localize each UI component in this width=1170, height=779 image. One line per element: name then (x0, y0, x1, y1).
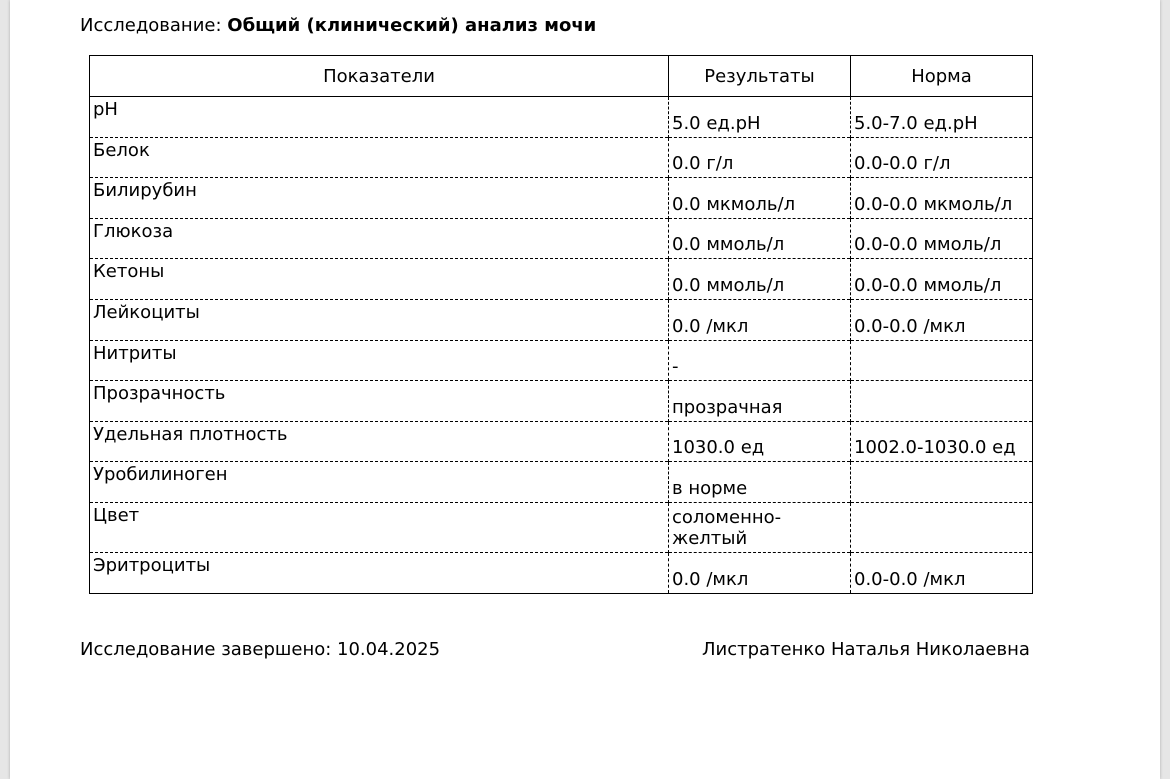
table-row (90, 137, 1033, 178)
norm-cell: 1002.0-1030.0 ед (851, 421, 1033, 462)
result-cell: 0.0 ммоль/л (669, 218, 851, 259)
table-row (90, 178, 1033, 219)
indicator-cell: Удельная плотность (90, 421, 669, 462)
indicator-cell: Билирубин (90, 178, 669, 219)
result-cell: 5.0 ед.pH (669, 97, 851, 138)
table-row (90, 299, 1033, 340)
header-indicator: Показатели (90, 56, 669, 97)
norm-cell: 0.0-0.0 ммоль/л (851, 218, 1033, 259)
table-row (90, 462, 1033, 503)
norm-cell: 5.0-7.0 ед.pH (851, 97, 1033, 138)
result-cell: 0.0 мкмоль/л (669, 178, 851, 219)
result-cell: - (669, 340, 851, 381)
indicator-cell: pH (90, 97, 669, 138)
table-row (90, 502, 1033, 552)
norm-cell: 0.0-0.0 мкмоль/л (851, 178, 1033, 219)
study-name: Общий (клинический) анализ мочи (227, 15, 597, 36)
table-row (90, 421, 1033, 462)
norm-cell: 0.0-0.0 ммоль/л (851, 259, 1033, 300)
indicator-cell: Уробилиноген (90, 462, 669, 503)
header-norm: Норма (851, 56, 1033, 97)
completion-date: Исследование завершено: 10.04.2025 (80, 639, 441, 660)
result-cell: в норме (669, 462, 851, 503)
norm-cell (851, 381, 1033, 422)
norm-cell: 0.0-0.0 /мкл (851, 299, 1033, 340)
result-cell: 0.0 /мкл (669, 299, 851, 340)
result-cell: 0.0 г/л (669, 137, 851, 178)
document-page (10, 0, 1160, 779)
table-row (90, 218, 1033, 259)
norm-cell: 0.0-0.0 /мкл (851, 552, 1033, 593)
result-line: желтый (672, 527, 748, 549)
result-cell (669, 502, 851, 552)
table-row (90, 97, 1033, 138)
study-title (80, 14, 596, 38)
doctor-name: Листратенко Наталья Николаевна (702, 639, 1030, 660)
norm-cell (851, 502, 1033, 552)
results-table (89, 55, 1033, 594)
table-row (90, 340, 1033, 381)
result-cell: 0.0 /мкл (669, 552, 851, 593)
result-cell: прозрачная (669, 381, 851, 422)
table-row (90, 259, 1033, 300)
study-label: Исследование: (80, 15, 222, 36)
indicator-cell: Нитриты (90, 340, 669, 381)
indicator-cell: Белок (90, 137, 669, 178)
table-row (90, 552, 1033, 593)
indicator-cell: Глюкоза (90, 218, 669, 259)
norm-cell: 0.0-0.0 г/л (851, 137, 1033, 178)
result-line: соломенно- (672, 506, 782, 528)
result-cell: 1030.0 ед (669, 421, 851, 462)
result-cell: 0.0 ммоль/л (669, 259, 851, 300)
header-result: Результаты (669, 56, 851, 97)
norm-cell (851, 462, 1033, 503)
norm-cell (851, 340, 1033, 381)
indicator-cell: Лейкоциты (90, 299, 669, 340)
indicator-cell: Цвет (90, 502, 669, 552)
table-header-row (90, 56, 1033, 97)
indicator-cell: Кетоны (90, 259, 669, 300)
indicator-cell: Эритроциты (90, 552, 669, 593)
indicator-cell: Прозрачность (90, 381, 669, 422)
table-row (90, 381, 1033, 422)
